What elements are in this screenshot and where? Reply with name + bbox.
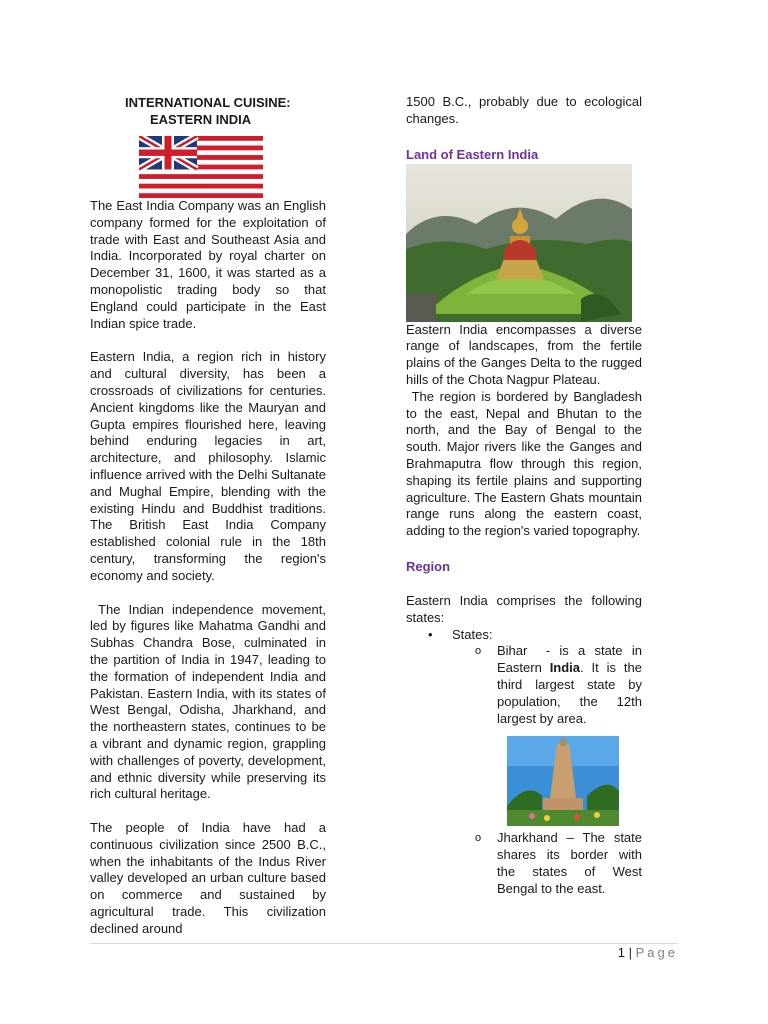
sub-bullet-icon: o xyxy=(475,832,482,845)
footer-separator: | xyxy=(625,945,636,960)
left-column xyxy=(90,94,326,938)
paragraph-borders: The region is bordered by Bangladesh to the east, Nepal and Bhutan to the north, and the Bay of Bengal to the south. Major rivers like the Ganges and Brahmaputra flow through this region, shaping its fertile plains and supporting agriculture. The Eastern Ghats mountain range runs along the eastern coast, adding to the region's varied topography. xyxy=(406,388,642,539)
title-line-1: INTERNATIONAL CUISINE: xyxy=(125,95,291,110)
heading-region: Region xyxy=(406,558,451,574)
union-jack-canton xyxy=(139,136,197,169)
buddha-statue-photo xyxy=(406,164,632,322)
bullet-icon: • xyxy=(428,626,433,642)
title-line-2: EASTERN INDIA xyxy=(150,112,252,127)
paragraph-east-india-company: The East India Company was an English company formed for the exploitation of trade with East and Southeast Asia and India. Incorporated by royal charter on December 31, 1600, it was started as a monopolistic trading body so that England could participate in the East Indian spice trade. xyxy=(90,198,326,331)
heading-land-of-eastern-india: Land of Eastern India xyxy=(406,146,539,162)
list-item-states xyxy=(406,627,642,644)
paragraph-region-intro: Eastern India comprises the following states: xyxy=(406,592,642,625)
right-column xyxy=(406,94,642,898)
paragraph-independence: The Indian independence movement, led by figures like Mahatma Gandhi and Subhas Chandra Bose, culminated in the partition of India in 1947, leading to the formation of independent India and Pakistan. Eastern India, with its states of West Bengal, Odisha, Jharkhand, and the northeastern states, continues to be a vibrant and dynamic region, grappling with challenges of poverty, development, and ethnic diversity while preserving its rich cultural heritage. xyxy=(90,601,326,802)
sub-bullet-icon: o xyxy=(475,645,482,658)
paragraph-civilization-continued: 1500 B.C., probably due to ecological changes. xyxy=(406,94,642,126)
east-india-company-flag xyxy=(139,136,263,198)
bihar-text: Bihar - is a state in Eastern India. It is the third largest state by population, the 12th largest by area. xyxy=(497,643,642,726)
list-item-jharkhand xyxy=(406,830,642,897)
page-number: 1 xyxy=(617,945,626,960)
paragraph-history: Eastern India, a region rich in history and cultural diversity, has been a crossroads of civilizations for centuries. Ancient kingdoms like the Mauryan and Gupta empires flourished here, leaving behind enduring legacies in art, architecture, and philosophy. Islamic influence arrived with the Delhi Sultanate and Mughal Empire, blending with the existing Hindu and Buddhist traditions. The British East India Company established colonial rule in the 18th century, transforming the region's economy and society. xyxy=(90,349,326,583)
footer-divider xyxy=(90,943,678,944)
page-footer xyxy=(618,945,678,960)
page-label: Page xyxy=(635,945,678,960)
paragraph-landscapes: Eastern India encompasses a diverse range of landscapes, from the fertile plains of the Ganges Delta to the rugged hills of the Chota Nagpur Plateau. xyxy=(406,321,642,387)
list-item-bihar xyxy=(406,643,642,727)
mahabodhi-temple-photo xyxy=(507,736,619,826)
jharkhand-text: Jharkhand – The state shares its border with the states of West Bengal to the east. xyxy=(497,830,642,896)
paragraph-civilization: The people of India have had a continuous civilization since 2500 B.C., when the inhabitants of the Indus River valley developed an urban culture based on commerce and sustained by agricultural trade. This civilization declined around xyxy=(90,820,326,936)
states-label: States: xyxy=(452,626,493,642)
document-title xyxy=(90,94,326,128)
